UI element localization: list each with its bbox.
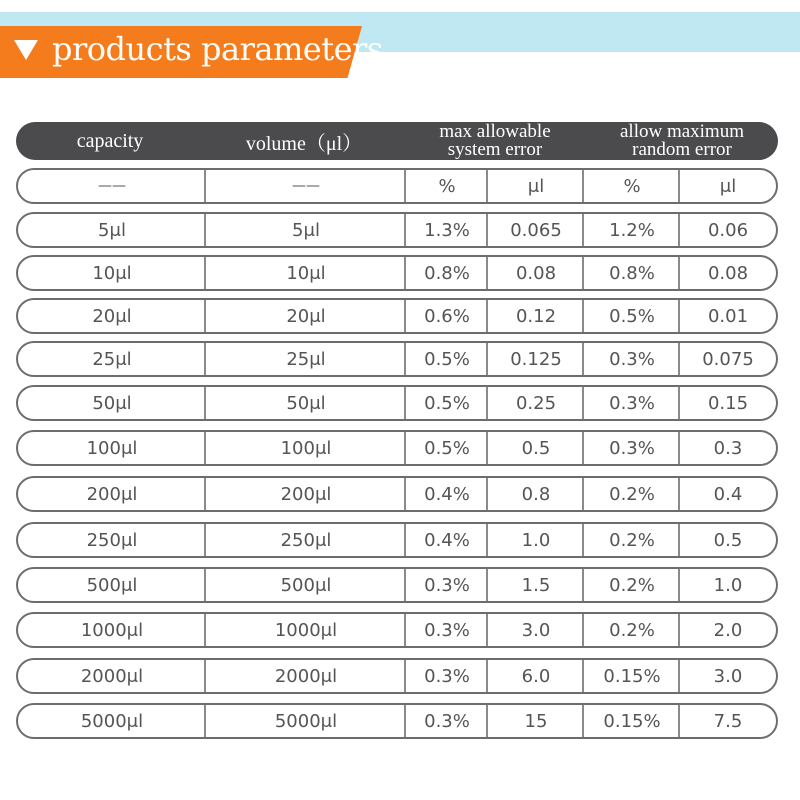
table-cell: 0.2% — [609, 619, 655, 641]
table-cell: 1.0 — [521, 529, 551, 551]
table-cell: 5000μl — [274, 710, 338, 732]
table-cell: 50μl — [286, 392, 326, 414]
table-cell: 0.4% — [424, 483, 470, 505]
table-cell: 0.2% — [609, 483, 655, 505]
header-random-error-line2: random error — [632, 139, 732, 160]
table-cell: 0.5 — [713, 529, 743, 551]
unit-cell: % — [438, 175, 456, 197]
table-cell: 0.3 — [713, 437, 743, 459]
table-cell: 0.2% — [609, 574, 655, 596]
table-cell: 25μl — [92, 348, 132, 370]
units-row — [16, 168, 778, 204]
table-cell: 0.15% — [603, 665, 661, 687]
section-title: products parameters — [52, 30, 383, 68]
table-cell: 0.2% — [609, 529, 655, 551]
table-cell: 0.3% — [424, 619, 470, 641]
header-random-error — [586, 122, 778, 160]
table-cell: 25μl — [286, 348, 326, 370]
table-cell: 0.8% — [424, 262, 470, 284]
table-cell: 0.3% — [609, 348, 655, 370]
table-cell: 250μl — [86, 529, 138, 551]
table-cell: 1000μl — [274, 619, 338, 641]
table-cell: 200μl — [280, 483, 332, 505]
header-random-error-line1: allow maximum — [619, 122, 744, 142]
table-header — [16, 122, 778, 160]
table-cell: 50μl — [92, 392, 132, 414]
table-cell: 100μl — [280, 437, 332, 459]
table-cell: 1.2% — [609, 219, 655, 241]
table-row — [16, 298, 778, 334]
header-system-error-line1: max allowable — [439, 122, 551, 142]
table-cell: 0.3% — [424, 665, 470, 687]
table-cell: 20μl — [92, 305, 132, 327]
table-cell: 5μl — [98, 219, 126, 241]
table-row — [16, 612, 778, 648]
table-cell: 0.5% — [424, 348, 470, 370]
table-row — [16, 341, 778, 377]
table-cell: 0.075 — [702, 348, 754, 370]
table-cell: 0.8% — [609, 262, 655, 284]
table-cell: 0.3% — [424, 710, 470, 732]
table-cell: 5μl — [292, 219, 320, 241]
table-cell: 0.8 — [521, 483, 551, 505]
table-cell: 0.15% — [603, 710, 661, 732]
unit-cell: μl — [527, 175, 545, 197]
table-cell: 20μl — [286, 305, 326, 327]
table-row — [16, 255, 778, 291]
table-cell: 0.3% — [424, 574, 470, 596]
table-cell: 0.3% — [609, 392, 655, 414]
unit-cell: —— — [292, 178, 320, 194]
unit-cell: % — [623, 175, 641, 197]
table-cell: 10μl — [92, 262, 132, 284]
table-cell: 0.25 — [515, 392, 557, 414]
table-cell: 500μl — [280, 574, 332, 596]
table-cell: 0.5% — [424, 392, 470, 414]
table-row — [16, 658, 778, 694]
header-system-error — [404, 122, 586, 160]
table-row — [16, 703, 778, 739]
header-capacity: capacity — [76, 129, 144, 152]
table-row — [16, 522, 778, 558]
table-cell: 1.3% — [424, 219, 470, 241]
table-cell: 500μl — [86, 574, 138, 596]
table-cell: 10μl — [286, 262, 326, 284]
table-cell: 250μl — [280, 529, 332, 551]
table-cell: 0.12 — [515, 305, 557, 327]
table-row — [16, 567, 778, 603]
unit-cell: —— — [98, 178, 126, 194]
table-cell: 2000μl — [80, 665, 144, 687]
table-cell: 2000μl — [274, 665, 338, 687]
table-cell: 0.4 — [713, 483, 743, 505]
header-system-error-line2: system error — [447, 139, 543, 160]
table-cell: 1000μl — [80, 619, 144, 641]
table-cell: 0.5% — [609, 305, 655, 327]
table-cell: 0.4% — [424, 529, 470, 551]
table-row — [16, 385, 778, 421]
table-cell: 0.3% — [609, 437, 655, 459]
table-cell: 3.0 — [713, 665, 743, 687]
table-cell: 1.0 — [713, 574, 743, 596]
table-cell: 0.6% — [424, 305, 470, 327]
table-cell: 200μl — [86, 483, 138, 505]
triangle-down-icon — [14, 40, 38, 60]
table-cell: 0.5 — [521, 437, 551, 459]
table-cell: 6.0 — [521, 665, 551, 687]
table-cell: 0.5% — [424, 437, 470, 459]
table-cell: 0.065 — [510, 219, 562, 241]
table-cell: 0.15 — [707, 392, 749, 414]
table-cell: 0.125 — [510, 348, 562, 370]
table-cell: 0.01 — [707, 305, 749, 327]
table-cell: 0.08 — [707, 262, 749, 284]
table-row — [16, 476, 778, 512]
table-row — [16, 212, 778, 248]
table-row — [16, 430, 778, 466]
table-cell: 15 — [524, 710, 548, 732]
unit-cell: μl — [719, 175, 737, 197]
table-cell: 3.0 — [521, 619, 551, 641]
table-cell: 1.5 — [521, 574, 551, 596]
header-volume: volume（μl） — [245, 132, 363, 155]
table-cell: 7.5 — [713, 710, 743, 732]
table-cell: 0.08 — [515, 262, 557, 284]
table-cell: 100μl — [86, 437, 138, 459]
table-cell: 5000μl — [80, 710, 144, 732]
table-cell: 2.0 — [713, 619, 743, 641]
table-cell: 0.06 — [707, 219, 749, 241]
